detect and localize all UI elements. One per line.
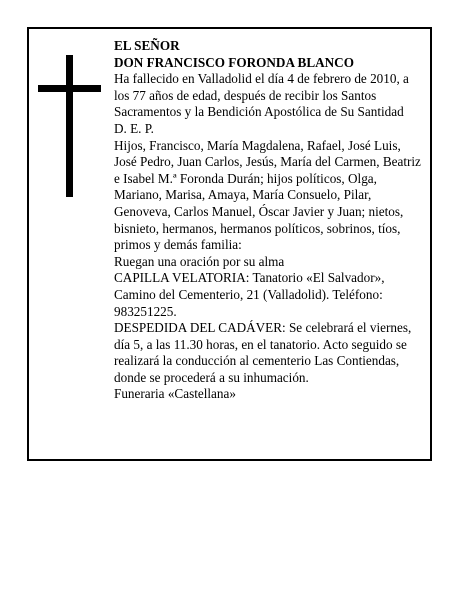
deceased-name: DON FRANCISCO FORONDA BLANCO <box>114 54 354 70</box>
title: EL SEÑOR <box>114 38 180 53</box>
obituary-text <box>114 38 424 403</box>
chapel-info: CAPILLA VELATORIA: Tanatorio «El Salvador», Camino del Cementerio, 21 (Valladolid). Teléfono: 983251225. <box>114 270 385 319</box>
funeral-home: Funeraria «Castellana» <box>114 386 236 402</box>
cross-icon-bar <box>38 85 101 92</box>
announcement: Ha fallecido en Valladolid el día 4 de febrero de 2010, a los 77 años de edad, después de recibir los Santos Sacramentos y la Bendición Apostólica de Su Santidad <box>114 71 409 120</box>
cross-icon <box>66 55 73 197</box>
rip: D. E. P. <box>114 120 154 136</box>
family-list: Hijos, Francisco, María Magdalena, Rafael, José Luis, José Pedro, Juan Carlos, Jesús, María del Carmen, Beatriz e Isabel M.ª Foronda Durán; hijos políticos, Olga, Mariano, Marisa, Amaya, María Consuelo, Pilar, Genoveva, Carlos Manuel, Óscar Javier y Juan; nietos, bisnieto, hermanos, hermanos políticos, sobrinos, tíos, primos y demás familia: <box>114 137 421 253</box>
prayer-request: Ruegan una oración por su alma <box>114 253 285 269</box>
farewell-info: DESPEDIDA DEL CADÁVER: Se celebrará el viernes, día 5, a las 11.30 horas, en el tanatorio. Acto seguido se realizará la conducción al cementerio Las Contiendas, donde se procederá a su inhumación. <box>114 320 412 385</box>
